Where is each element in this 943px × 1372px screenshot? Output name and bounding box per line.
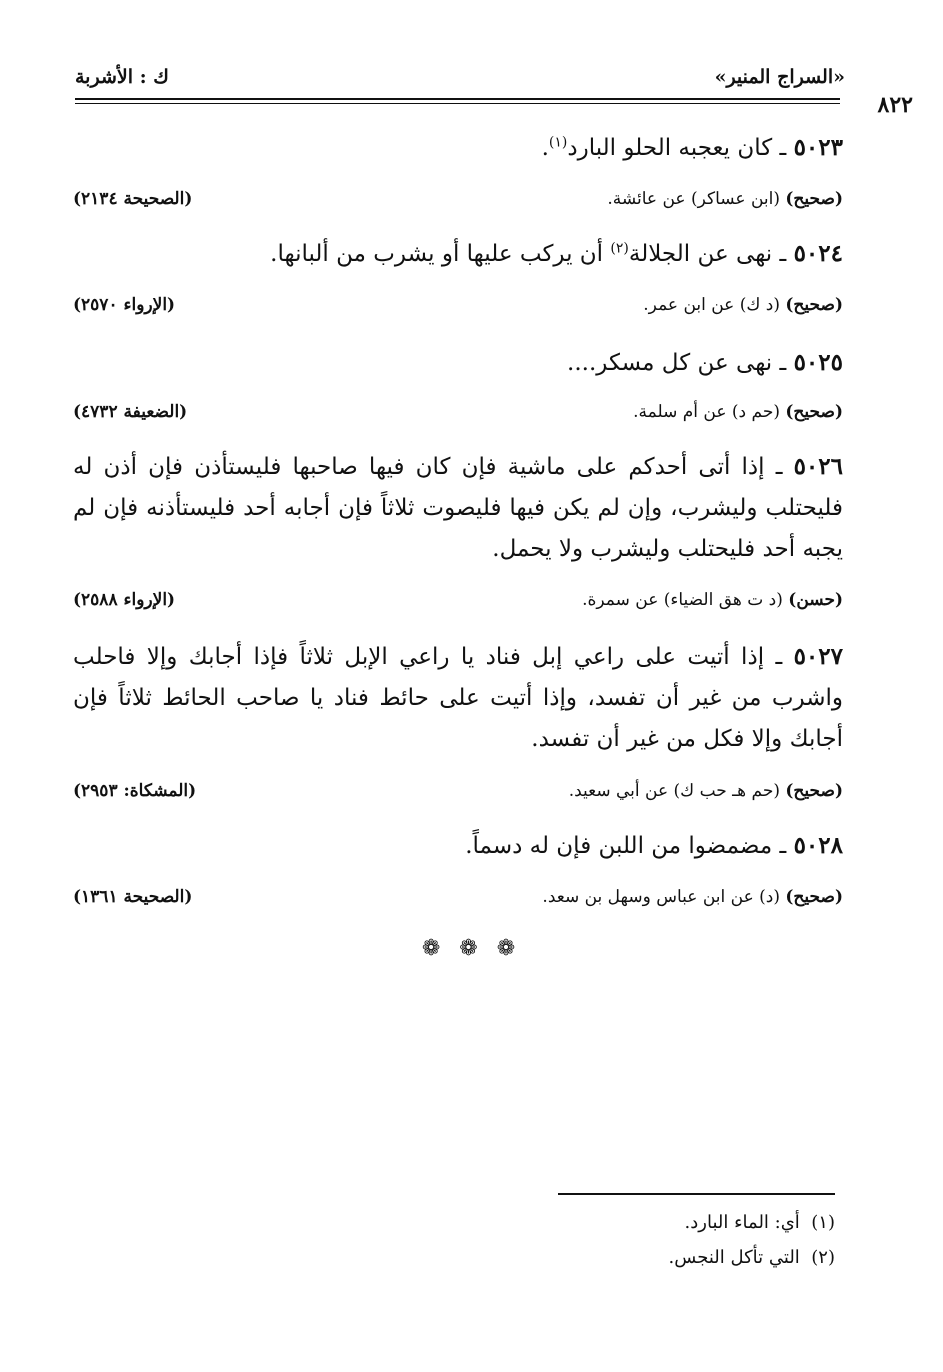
hadith-reference: (الإرواء ٢٥٧٠) (73, 295, 176, 315)
hadith-grade: (صحيح) (785, 887, 843, 907)
footnote (669, 1247, 835, 1268)
hadith-text: إذا أتيت على راعي إبل فناد يا راعي الإبل ثلاثاً فإذا أجابك وإلا فاحلب واشرب من غير أن تفسد، وإذا أتيت على حائط فناد يا صاحب الحائط ثلاثاً فإن أجابك وإلا فكل من غير أن تفسد. (73, 644, 843, 752)
hadith-entry: ٥٠٢٦ ـ إذا أتى أحدكم على ماشية فإن كان فيها صاحبها فليستأذن فإن أذن له فليحتلب وليشرب، وإن لم يكن فيها فليصوت ثلاثاً فإن أجابه أحد فليستأذنه فإن لم يجبه أحد فليحتلب وليشرب ولا يحمل. (73, 453, 843, 562)
hadith-source-line (73, 189, 843, 217)
hadith-grade: (صحيح) (785, 189, 843, 209)
hadith-source-line (73, 887, 843, 915)
hadith-text: نهى عن الجلالة (628, 241, 773, 267)
hadith-number: ٥٠٢٨ (793, 832, 843, 859)
hadith-reference: (الإرواء ٢٥٨٨) (73, 590, 176, 610)
hadith-entry: ٥٠٢٥ ـ نهى عن كل مسكر.... (567, 349, 843, 376)
hadith-number: ٥٠٢٣ (793, 134, 843, 161)
page-number: ٨٢٢ (877, 92, 913, 118)
hadith-grade: (حسن) (788, 590, 843, 610)
hadith-source: (حم د) عن أم سلمة. (633, 402, 780, 422)
hadith-source: (حم هـ حب ك) عن أبي سعيد. (568, 781, 780, 801)
hadith-text: إذا أتى أحدكم على ماشية فإن كان فيها صاحبها فليستأذن فإن أذن له فليحتلب وليشرب، وإن لم يكن فيها فليصوت ثلاثاً فإن أجابه أحد فليستأذنه فإن لم يجبه أحد فليحتلب وليشرب ولا يحمل. (73, 454, 843, 562)
footnote-text: أي: الماء البارد. (684, 1212, 800, 1233)
hadith-grade: (صحيح) (785, 781, 843, 801)
hadith-source: (د ك) عن ابن عمر. (643, 295, 780, 315)
hadith-source-line (73, 402, 843, 430)
footnote-mark: (٢) (811, 1247, 835, 1268)
hadith-reference: (الضعيفة ٤٧٣٢) (73, 402, 188, 422)
hadith-entry: ٥٠٢٨ ـ مضمضوا من اللبن فإن له دسماً. (465, 832, 843, 859)
hadith-text: كان يعجبه الحلو البارد (567, 135, 773, 161)
hadith-number: ٥٠٢٤ (793, 240, 843, 267)
hadith-source: (د) عن ابن عباس وسهل بن سعد. (542, 887, 780, 907)
footnote-text: التي تأكل النجس. (668, 1247, 800, 1268)
hadith-text-after: . (541, 135, 549, 161)
hadith-grade: (صحيح) (785, 402, 843, 422)
hadith-source-line (73, 590, 843, 618)
footnote-rule (558, 1193, 835, 1195)
hadith-number: ٥٠٢٧ (793, 643, 843, 670)
footnote-mark: (١) (811, 1212, 835, 1233)
hadith-text: نهى عن كل مسكر.... (567, 350, 773, 376)
footnote-mark: (٢) (610, 240, 629, 257)
book-title: «السراج المنير» (714, 66, 845, 88)
hadith-text-after: أن يركب عليها أو يشرب من ألبانها. (270, 241, 611, 267)
hadith-source-line (73, 295, 843, 323)
header-rule (75, 98, 840, 100)
hadith-entry: ٥٠٢٧ ـ إذا أتيت على راعي إبل فناد يا راعي الإبل ثلاثاً فإذا أجابك وإلا فاحلب واشرب من غير أن تفسد، وإذا أتيت على حائط فناد يا صاحب الحائط ثلاثاً فإن أجابك وإلا فكل من غير أن تفسد. (73, 643, 843, 752)
chapter-title: ك : الأشربة (75, 66, 169, 88)
header-rule-thin (75, 103, 840, 104)
hadith-number: ٥٠٢٦ (793, 453, 843, 480)
hadith-entry: ٥٠٢٣ ـ كان يعجبه الحلو البارد$^{(١)}$. (541, 134, 843, 161)
hadith-text: مضمضوا من اللبن فإن له دسماً. (465, 833, 773, 859)
hadith-source: (د ت هق الضياء) عن سمرة. (582, 590, 783, 610)
footnote-mark: (١) (548, 134, 568, 151)
hadith-source-line (73, 781, 843, 809)
hadith-grade: (صحيح) (785, 295, 843, 315)
hadith-entry: ٥٠٢٤ ـ نهى عن الجلالة$^{(٢)}$ أن يركب عليها أو يشرب من ألبانها. (270, 240, 843, 267)
hadith-reference: (الصحيحة ٢١٣٤) (73, 189, 193, 209)
hadith-source: (ابن عساكر) عن عائشة. (607, 189, 780, 209)
hadith-number: ٥٠٢٥ (793, 349, 843, 376)
ornament-divider: ❁ ❁ ❁ (421, 936, 522, 961)
hadith-reference: (الصحيحة ١٣٦١) (73, 887, 193, 907)
footnote (685, 1212, 835, 1233)
hadith-reference: (المشكاة: ٢٩٥٣) (73, 781, 197, 801)
